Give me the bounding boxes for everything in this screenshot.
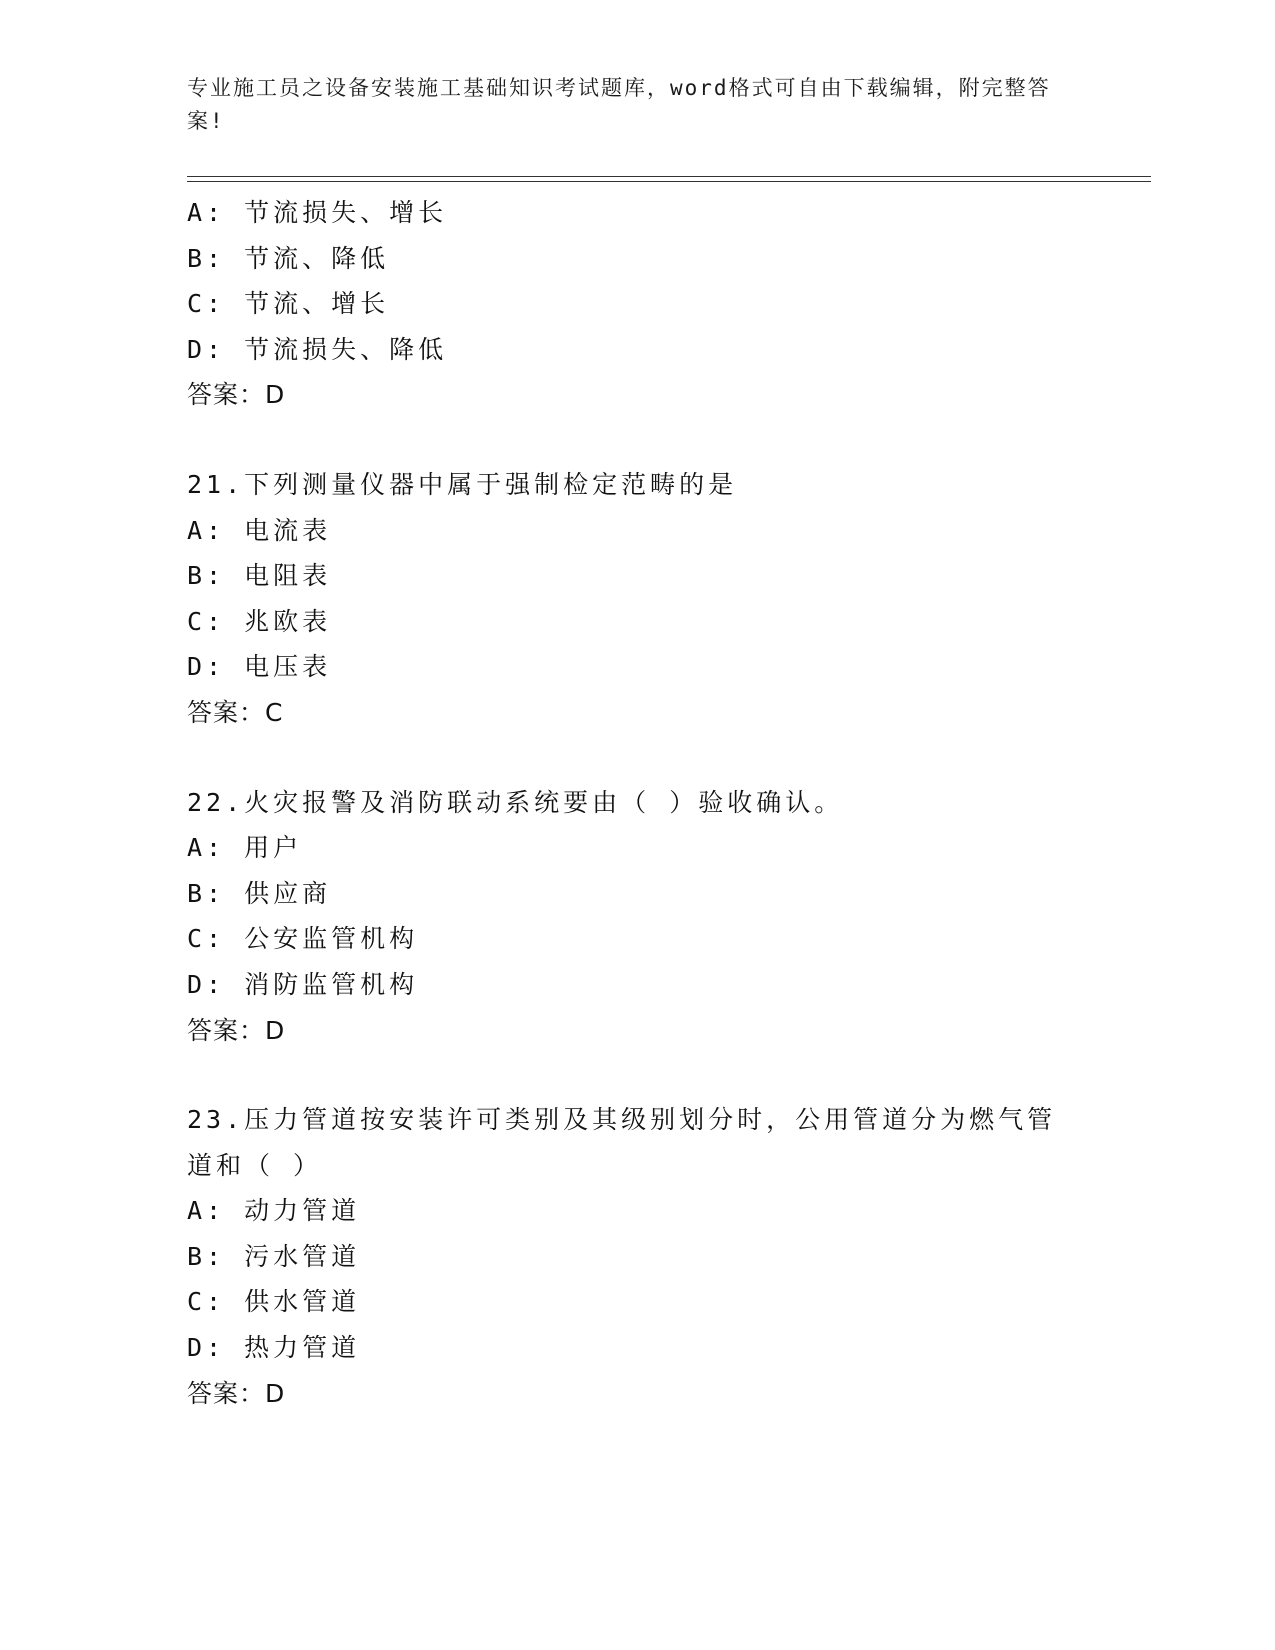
option-c: C: 供水管道 bbox=[187, 1287, 361, 1317]
question-text: 23.压力管道按安装许可类别及其级别划分时，公用管道分为燃气管道和（ ） bbox=[187, 1105, 1057, 1180]
option-c: C: 公安监管机构 bbox=[187, 924, 419, 954]
question-gap bbox=[187, 418, 1147, 462]
question-gap bbox=[187, 736, 1147, 780]
option-b: B: 电阻表 bbox=[187, 561, 332, 591]
question-block-23 bbox=[187, 1097, 1147, 1416]
answer-line: 答案：C bbox=[187, 697, 284, 727]
option-a: A: 电流表 bbox=[187, 515, 332, 545]
option-b: B: 供应商 bbox=[187, 878, 332, 908]
question-gap bbox=[187, 1053, 1147, 1097]
question-block-22 bbox=[187, 780, 1147, 1054]
option-d: D: 热力管道 bbox=[187, 1333, 361, 1363]
option-d: D: 消防监管机构 bbox=[187, 969, 419, 999]
option-a: A: 动力管道 bbox=[187, 1196, 361, 1226]
option-a: A: 节流损失、增长 bbox=[187, 198, 448, 227]
header-divider-top bbox=[187, 176, 1151, 177]
document-header: 专业施工员之设备安装施工基础知识考试题库，word格式可自由下载编辑，附完整答案! bbox=[187, 76, 1051, 133]
option-b: B: 节流、降低 bbox=[187, 243, 390, 273]
option-c: C: 兆欧表 bbox=[187, 606, 332, 636]
answer-line: 答案：D bbox=[187, 1378, 286, 1408]
question-text: 21.下列测量仪器中属于强制检定范畴的是 bbox=[187, 469, 738, 499]
option-c: C: 节流、增长 bbox=[187, 289, 390, 319]
answer-line: 答案：D bbox=[187, 1015, 286, 1045]
option-d: D: 节流损失、降低 bbox=[187, 334, 448, 364]
option-a: A: 用户 bbox=[187, 833, 303, 863]
question-list bbox=[187, 190, 1147, 1416]
answer-line: 答案：D bbox=[187, 380, 286, 410]
question-block-21 bbox=[187, 462, 1147, 736]
option-d: D: 电压表 bbox=[187, 652, 332, 682]
question-block-20 bbox=[187, 190, 1147, 418]
header-divider-bottom bbox=[187, 181, 1151, 182]
question-text: 22.火灾报警及消防联动系统要由（ ）验收确认。 bbox=[187, 787, 844, 817]
option-b: B: 污水管道 bbox=[187, 1241, 361, 1271]
